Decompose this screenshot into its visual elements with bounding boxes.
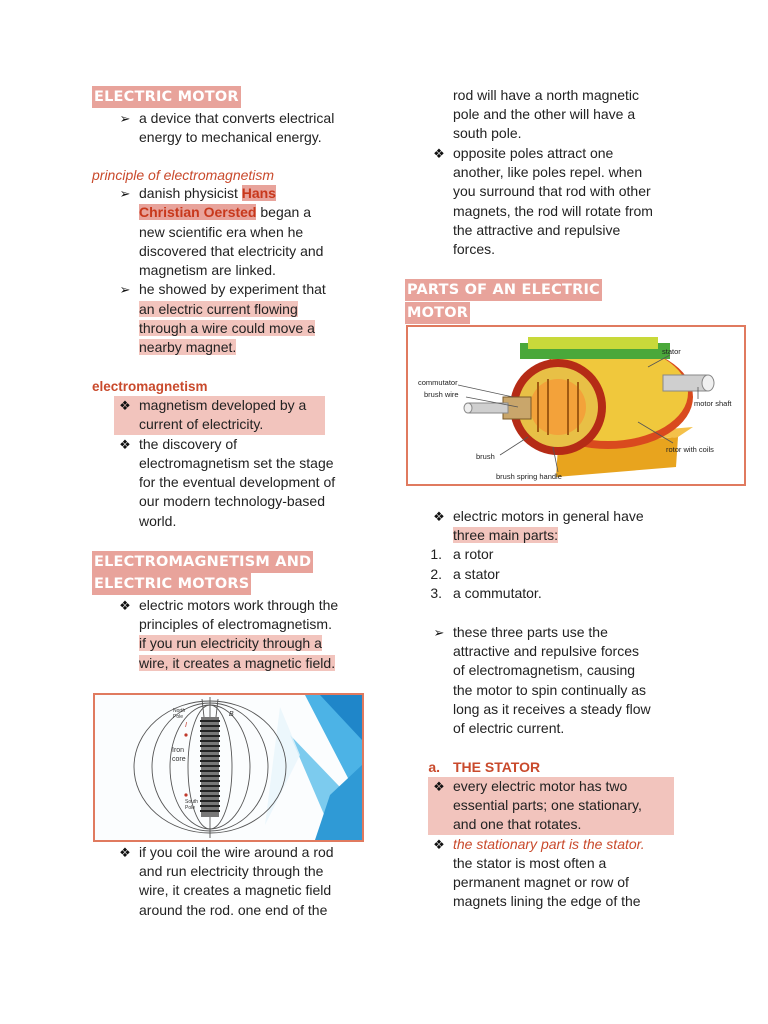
subheading-electromagnetism: electromagnetism [92, 379, 208, 394]
definition-line-1: a device that converts electrical [139, 110, 335, 126]
field-highlight-2: wire, it creates a magnetic field. [139, 655, 336, 671]
arrow-bullet-icon: ➢ [119, 282, 131, 297]
motors-work-line-1: electric motors work through the [139, 597, 339, 613]
oersted-line-3: new scientific era when he [139, 224, 304, 240]
poles-line-2: another, like poles repel. when [453, 164, 643, 180]
experiment-line-2 [139, 300, 298, 319]
list-item-stator: a stator [453, 566, 500, 582]
two-parts-line-3: and one that rotates. [453, 816, 582, 832]
fig2-label-brush: brush [476, 452, 495, 461]
fig1-label-b: B [229, 711, 234, 718]
motors-work-line-4 [139, 654, 335, 673]
definition-line-2: energy to mechanical energy. [139, 129, 322, 145]
three-parts-line-2 [453, 526, 558, 545]
field-highlight-1: if you run electricity through a [139, 635, 322, 651]
three-parts-use-line-2: attractive and repulsive forces [453, 643, 639, 659]
coil-line-1: if you coil the wire around a rod [139, 844, 334, 860]
oersted-text: danish physicist [139, 185, 242, 201]
fig2-label-spring: brush spring handle [496, 472, 562, 481]
motors-work-line-3 [139, 634, 322, 653]
diamond-bullet-icon: ❖ [119, 398, 131, 413]
discovery-line-4: our modern technology-based [139, 493, 326, 509]
figure-electric-motor-parts [406, 325, 746, 486]
fig1-label-i: I [185, 722, 187, 729]
arrow-bullet-icon: ➢ [433, 625, 445, 640]
discovery-line-2: electromagnetism set the stage [139, 455, 334, 471]
figure-coil-magnetic-field [93, 693, 364, 842]
list-item-rotor: a rotor [453, 546, 494, 562]
stationary-part-line: the stationary part is the stator. [453, 836, 645, 852]
fig1-label-south: South Pole [185, 799, 199, 811]
stator-desc-line-2: permanent magnet or row of [453, 874, 629, 890]
coil-line-4: around the rod. one end of the [139, 902, 328, 918]
list-number-3: 3. [430, 585, 442, 601]
poles-line-1: opposite poles attract one [453, 145, 614, 161]
motors-work-line-2: principles of electromagnetism. [139, 616, 332, 632]
heading-parts-of-an-electric: PARTS OF AN ELECTRIC [405, 279, 602, 301]
oersted-line-2 [139, 203, 311, 222]
experiment-highlight-3: nearby magnet. [139, 339, 237, 355]
magnetism-line-2: current of electricity. [139, 416, 264, 432]
fig1-label-iron: Iron [172, 747, 185, 754]
experiment-line-4 [139, 338, 236, 357]
section-a-title: THE STATOR [453, 759, 541, 775]
three-parts-use-line-5: long as it receives a steady flow [453, 701, 651, 717]
three-parts-use-line-4: the motor to spin continually as [453, 682, 646, 698]
stator-desc-line-3: magnets lining the edge of the [453, 893, 641, 909]
heading-electric-motor: ELECTRIC MOTOR [92, 86, 241, 108]
section-a-number: a. [428, 759, 440, 775]
heading-motor: MOTOR [405, 302, 470, 324]
experiment-line-1: he showed by experiment that [139, 281, 326, 297]
three-parts-use-line-1: these three parts use the [453, 624, 608, 640]
experiment-highlight-2: through a wire could move a [139, 320, 315, 336]
arrow-bullet-icon: ➢ [119, 186, 131, 201]
three-parts-line-1: electric motors in general have [453, 508, 644, 524]
oersted-text-2: began a [256, 204, 311, 220]
poles-line-6: forces. [453, 241, 496, 257]
diamond-bullet-icon: ❖ [433, 837, 445, 852]
continued-line-3: south pole. [453, 125, 522, 141]
coil-line-3: wire, it creates a magnetic field [139, 882, 332, 898]
oersted-line-4: discovered that electricity and [139, 243, 324, 259]
discovery-line-5: world. [139, 513, 177, 529]
two-parts-line-2: essential parts; one stationary, [453, 797, 642, 813]
oersted-name-1: Hans [241, 185, 276, 201]
three-parts-use-line-6: of electric current. [453, 720, 565, 736]
heading-electric-motors: ELECTRIC MOTORS [92, 573, 251, 595]
experiment-highlight-1: an electric current flowing [139, 301, 298, 317]
heading-electromagnetism-and: ELECTROMAGNETISM AND [92, 551, 313, 573]
fig1-label-north: North Pole [173, 708, 186, 720]
fig2-label-motor-shaft: motor shaft [694, 399, 732, 408]
three-parts-highlight: three main parts: [453, 527, 559, 543]
arrow-bullet-icon: ➢ [119, 111, 131, 126]
continued-line-1: rod will have a north magnetic [453, 87, 639, 103]
diamond-bullet-icon: ❖ [119, 437, 131, 452]
oersted-line-5: magnetism are linked. [139, 262, 276, 278]
poles-line-5: the attractive and repulsive [453, 222, 621, 238]
poles-line-3: you surround that rod with other [453, 183, 651, 199]
coil-line-2: and run electricity through the [139, 863, 324, 879]
diamond-bullet-icon: ❖ [433, 509, 445, 524]
fig2-label-rotor: rotor with coils [666, 445, 714, 454]
fig2-label-stator: stator [662, 347, 681, 356]
diamond-bullet-icon: ❖ [119, 845, 131, 860]
oersted-line-1 [139, 184, 276, 203]
subheading-principle: principle of electromagnetism [92, 167, 275, 183]
diamond-bullet-icon: ❖ [433, 779, 445, 794]
experiment-line-3 [139, 319, 315, 338]
stator-desc-line-1: the stator is most often a [453, 855, 607, 871]
discovery-line-1: the discovery of [139, 436, 238, 452]
poles-line-4: magnets, the rod will rotate from [453, 203, 653, 219]
fig1-label-core: core [172, 756, 186, 763]
diamond-bullet-icon: ❖ [119, 598, 131, 613]
continued-line-2: pole and the other will have a [453, 106, 636, 122]
list-number-1: 1. [430, 546, 442, 562]
fig2-label-brush-wire: brush wire [424, 390, 459, 399]
list-item-commutator: a commutator. [453, 585, 542, 601]
magnetism-line-1: magnetism developed by a [139, 397, 307, 413]
fig2-label-commutator: commutator [418, 378, 458, 387]
discovery-line-3: for the eventual development of [139, 474, 336, 490]
three-parts-use-line-3: of electromagnetism, causing [453, 662, 636, 678]
two-parts-line-1: every electric motor has two [453, 778, 628, 794]
list-number-2: 2. [430, 566, 442, 582]
diamond-bullet-icon: ❖ [433, 146, 445, 161]
oersted-name-2: Christian Oersted [139, 204, 257, 220]
